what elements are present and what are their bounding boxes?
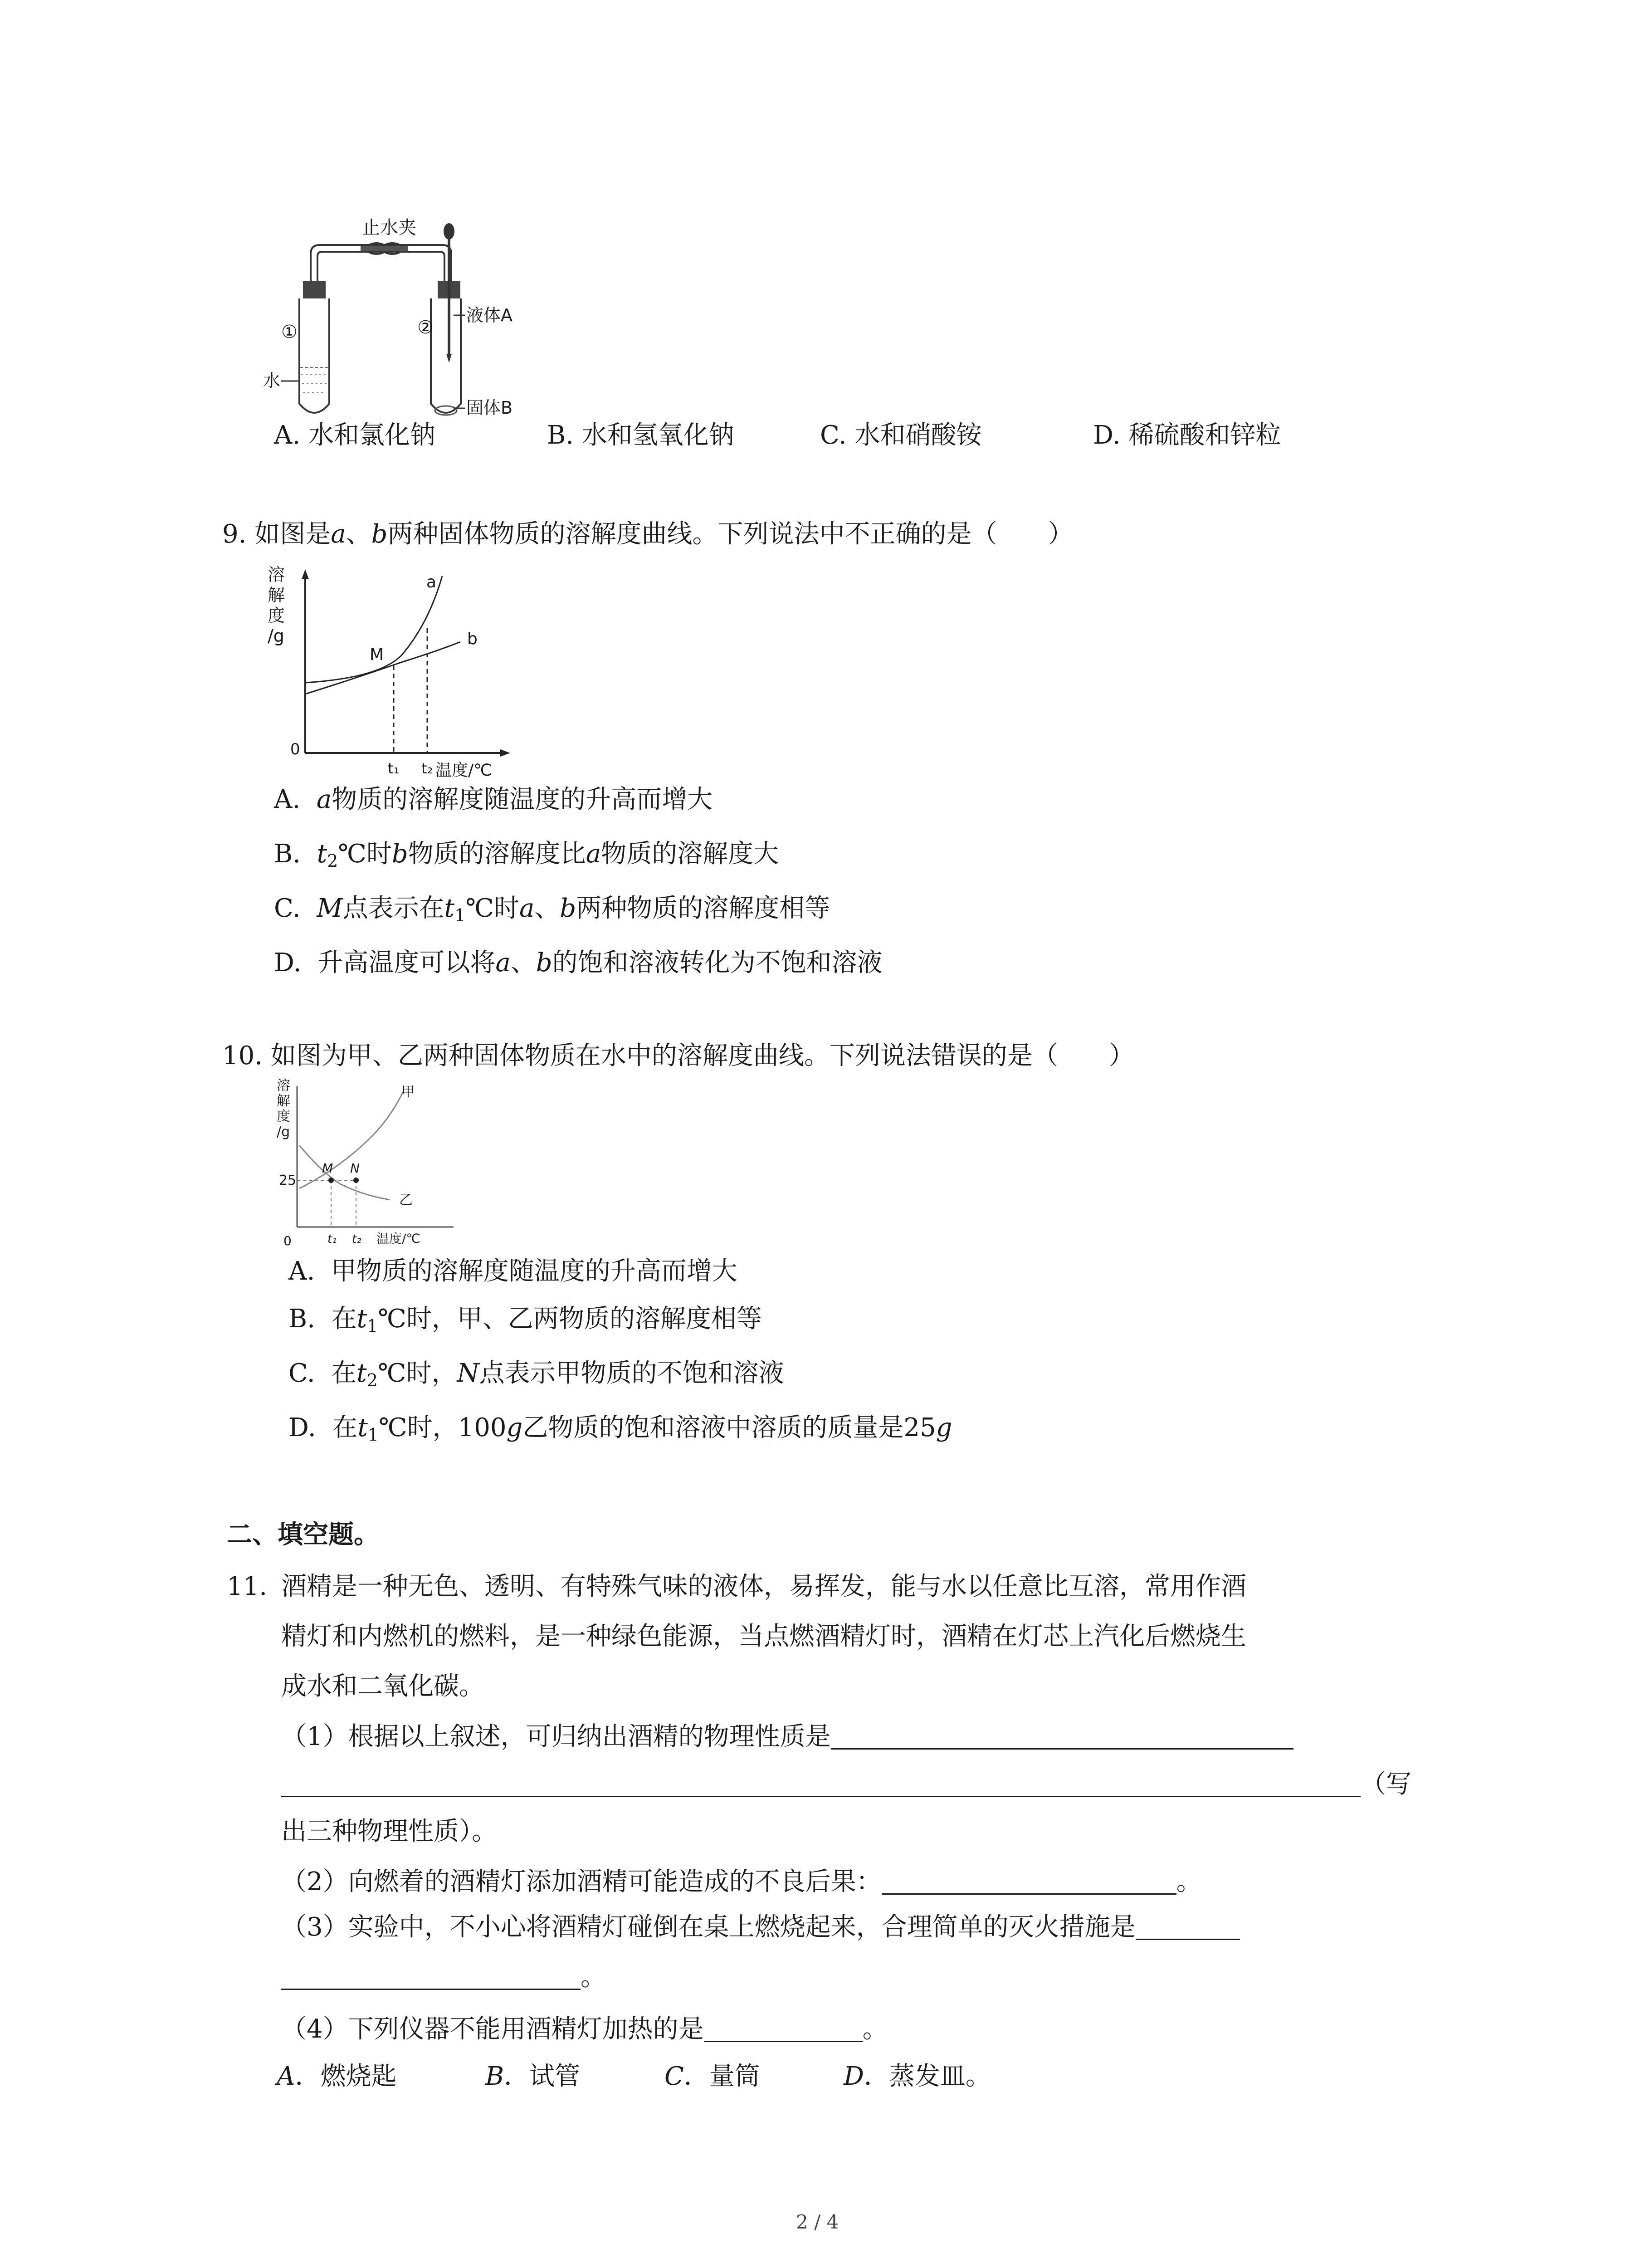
option-text: 的饱和溶液转化为不饱和溶液 — [552, 948, 883, 978]
point-m-label: M — [370, 645, 384, 664]
curve-a-label: a — [426, 573, 437, 591]
q8-option-c: C. 水和硝酸铵 — [820, 420, 982, 450]
t1-label: t₁ — [327, 1232, 337, 1246]
option-text: 乙物质的饱和溶液中溶质的质量是25 — [522, 1413, 936, 1442]
option-text: ℃时 — [338, 839, 392, 869]
q11-para-line-2: 精灯和内燃机的燃料，是一种绿色能源，当点燃酒精灯时，酒精在灯芯上汽化后燃烧生 — [281, 1622, 1246, 1651]
tube2-label: ② — [417, 317, 434, 338]
sep: 、 — [534, 894, 560, 923]
q8-option-b: B. 水和氢氧化钠 — [547, 420, 734, 450]
x-axis-label: 温度/℃ — [435, 761, 492, 778]
tube1-label: ① — [281, 322, 298, 342]
option-text: 在 — [332, 1413, 358, 1442]
curve-b-label: b — [467, 630, 478, 648]
curve-jia-label: 甲 — [401, 1084, 415, 1100]
option-text: ℃时 — [465, 894, 519, 923]
q9-stem — [222, 519, 1074, 549]
answer-blank-3b[interactable] — [281, 1964, 581, 1990]
temp-sub: 2 — [327, 851, 338, 871]
option-text: ℃时， — [377, 1359, 457, 1388]
q10-stem — [222, 1043, 1134, 1069]
choice-text: ．量筒 — [683, 2062, 760, 2091]
var: g — [936, 1413, 952, 1442]
x-axis-label: 温度/℃ — [376, 1231, 420, 1246]
option-text: 升高温度可以将 — [317, 948, 496, 978]
var: N — [457, 1359, 479, 1388]
var: b — [536, 948, 552, 978]
q8-option-a: A. 水和氯化钠 — [274, 420, 436, 450]
choice-letter: A — [277, 2062, 295, 2091]
y-label-2: 解 — [277, 1093, 290, 1109]
t2-label: t₂ — [421, 760, 433, 777]
q11-choice-d — [844, 2064, 991, 2089]
q10-number: 10. — [222, 1041, 263, 1070]
y-label-3: 度 — [277, 1109, 290, 1124]
option-letter: C. — [274, 894, 301, 923]
option-text: 两种物质的溶解度相等 — [576, 894, 830, 923]
q9-option-a — [274, 787, 713, 812]
q9-option-b — [274, 841, 779, 870]
q11-number: 11. — [227, 1572, 268, 1601]
var: a — [519, 894, 535, 923]
point-n-label: N — [350, 1161, 360, 1176]
option-text: ℃时，甲、乙两物质的溶解度相等 — [378, 1304, 762, 1334]
sep: 、 — [510, 948, 536, 978]
choice-letter: D — [844, 2062, 864, 2091]
option-letter: D. — [288, 1413, 316, 1442]
var: a — [316, 785, 332, 814]
q11-sub4 — [281, 2016, 888, 2042]
q11-sub3 — [281, 1914, 1240, 1940]
option-letter: B. — [274, 839, 301, 869]
y-label-4: /g — [277, 1124, 290, 1140]
var-b: b — [371, 519, 388, 549]
t2-label: t₂ — [352, 1232, 361, 1246]
answer-blank-2[interactable] — [882, 1869, 1176, 1895]
q9-solubility-chart — [265, 565, 528, 778]
q11-sub3-text: （3）实验中，不小心将酒精灯碰倒在桌上燃烧起来，合理简单的灭火措施是 — [281, 1912, 1136, 1942]
q11-sub3-line2 — [281, 1964, 606, 1990]
temp-sub: 1 — [454, 905, 466, 925]
point-m-label: M — [322, 1161, 333, 1176]
choice-letter: C — [664, 2062, 684, 2091]
answer-blank-1a[interactable] — [831, 1724, 1293, 1750]
choice-text: ．试管 — [504, 2062, 581, 2091]
q9-option-c — [274, 896, 830, 924]
var: b — [560, 894, 576, 923]
solid-b-label: 固体B — [466, 398, 513, 418]
temp-sub: 2 — [366, 1370, 378, 1390]
q11-sub3-end: 。 — [581, 1962, 606, 1992]
temp-var: t — [444, 894, 455, 923]
q11-sub1 — [281, 1724, 1293, 1750]
temp-sub: 1 — [367, 1316, 378, 1336]
water-stop-clamp — [361, 243, 408, 254]
q11-sub4-end: 。 — [862, 2014, 888, 2044]
tick-25-label: 25 — [279, 1173, 297, 1188]
sep: 、 — [346, 519, 371, 549]
var: a — [586, 839, 601, 869]
q9-stem-pre: 如图是 — [254, 519, 331, 549]
q10-option-d — [288, 1415, 952, 1443]
var: b — [391, 839, 408, 869]
answer-blank-1b[interactable] — [281, 1771, 1361, 1797]
option-text: 在 — [331, 1304, 357, 1334]
option-letter: B. — [288, 1304, 315, 1334]
y-label-1: 溶 — [277, 1078, 290, 1094]
q9-number: 9. — [222, 519, 247, 549]
origin-label: 0 — [283, 1233, 292, 1248]
option-text: 点表示在 — [342, 894, 444, 923]
temp-var: t — [317, 839, 327, 869]
option-text: 物质的溶解度大 — [601, 839, 779, 869]
option-text: 物质的溶解度比 — [408, 839, 586, 869]
q11-sub1-cont: （写 — [1361, 1769, 1411, 1799]
y-label-4: /g — [268, 626, 284, 646]
q11-sub2-text: （2）向燃着的酒精灯添加酒精可能造成的不良后果： — [281, 1867, 882, 1897]
temp-var: t — [356, 1304, 367, 1334]
clamp-label: 止水夹 — [362, 218, 416, 238]
y-label-3: 度 — [268, 606, 285, 626]
temp-sub: 1 — [367, 1425, 379, 1445]
section-heading: 二、填空题。 — [227, 1520, 379, 1549]
origin-label: 0 — [290, 740, 300, 758]
q11-sub4-text: （4）下列仪器不能用酒精灯加热的是 — [281, 2014, 704, 2044]
option-letter: A. — [288, 1256, 315, 1286]
temp-var: t — [357, 1413, 368, 1442]
q10-solubility-chart — [272, 1077, 463, 1250]
page-number: 2 / 4 — [796, 2211, 839, 2233]
q8-apparatus-figure — [263, 218, 553, 426]
q11-para-line-1: 酒精是一种无色、透明、有特殊气味的液体，易挥发，能与水以任意比互溶，常用作酒 — [281, 1572, 1246, 1601]
curve-yi — [299, 1145, 390, 1200]
q11-sub1-line3: 出三种物理性质）。 — [281, 1817, 497, 1846]
q11-sub1-text: （1）根据以上叙述，可归纳出酒精的物理性质是 — [281, 1722, 831, 1751]
q10-stem-text: 如图为甲、乙两种固体物质在水中的溶解度曲线。下列说法错误的是（ ） — [270, 1041, 1134, 1070]
liquid-a-label: 液体A — [466, 305, 512, 325]
y-label-2: 解 — [268, 585, 285, 605]
var-a: a — [331, 519, 346, 549]
q11-choice-a — [277, 2064, 396, 2089]
answer-blank-4[interactable] — [704, 2016, 863, 2042]
q10-option-b — [288, 1306, 762, 1334]
t1-label: t₁ — [388, 760, 400, 777]
q8-option-d: D. 稀硫酸和锌粒 — [1093, 420, 1281, 450]
option-text: ℃时，100 — [379, 1413, 507, 1442]
option-text: 点表示甲物质的不饱和溶液 — [479, 1359, 784, 1388]
point-m — [328, 1178, 334, 1183]
q11-sub1-line2 — [281, 1771, 1411, 1797]
q11-choice-b — [485, 2064, 580, 2089]
answer-blank-3a[interactable] — [1136, 1914, 1240, 1940]
choice-text: ．蒸发皿。 — [864, 2062, 991, 2091]
q9-stem-post: 两种固体物质的溶解度曲线。下列说法中不正确的是（ ） — [387, 519, 1074, 549]
q11-sub2 — [281, 1869, 1202, 1895]
q11-choice-c — [664, 2064, 760, 2089]
water-label: 水 — [263, 371, 281, 391]
curve-a — [305, 576, 442, 683]
q10-option-c — [288, 1361, 784, 1389]
option-letter: D. — [274, 948, 302, 978]
option-text: 在 — [331, 1359, 357, 1388]
var: a — [495, 948, 511, 978]
option-text: 甲物质的溶解度随温度的升高而增大 — [331, 1256, 737, 1286]
choice-text: ．燃烧匙 — [295, 2062, 397, 2091]
option-letter: C. — [288, 1359, 315, 1388]
var: g — [506, 1413, 523, 1442]
point-n — [353, 1178, 359, 1183]
choice-letter: B — [485, 2062, 504, 2091]
option-text: 物质的溶解度随温度的升高而增大 — [332, 785, 713, 814]
q11-sub2-end: 。 — [1176, 1867, 1202, 1897]
var: M — [317, 894, 343, 923]
temp-var: t — [356, 1359, 367, 1388]
q9-option-d — [274, 950, 883, 976]
option-letter: A. — [274, 785, 301, 814]
curve-yi-label: 乙 — [399, 1192, 413, 1208]
q11-para-line-3: 成水和二氧化碳。 — [281, 1672, 484, 1701]
y-label-1: 溶 — [268, 565, 285, 585]
q10-option-a — [288, 1256, 737, 1286]
